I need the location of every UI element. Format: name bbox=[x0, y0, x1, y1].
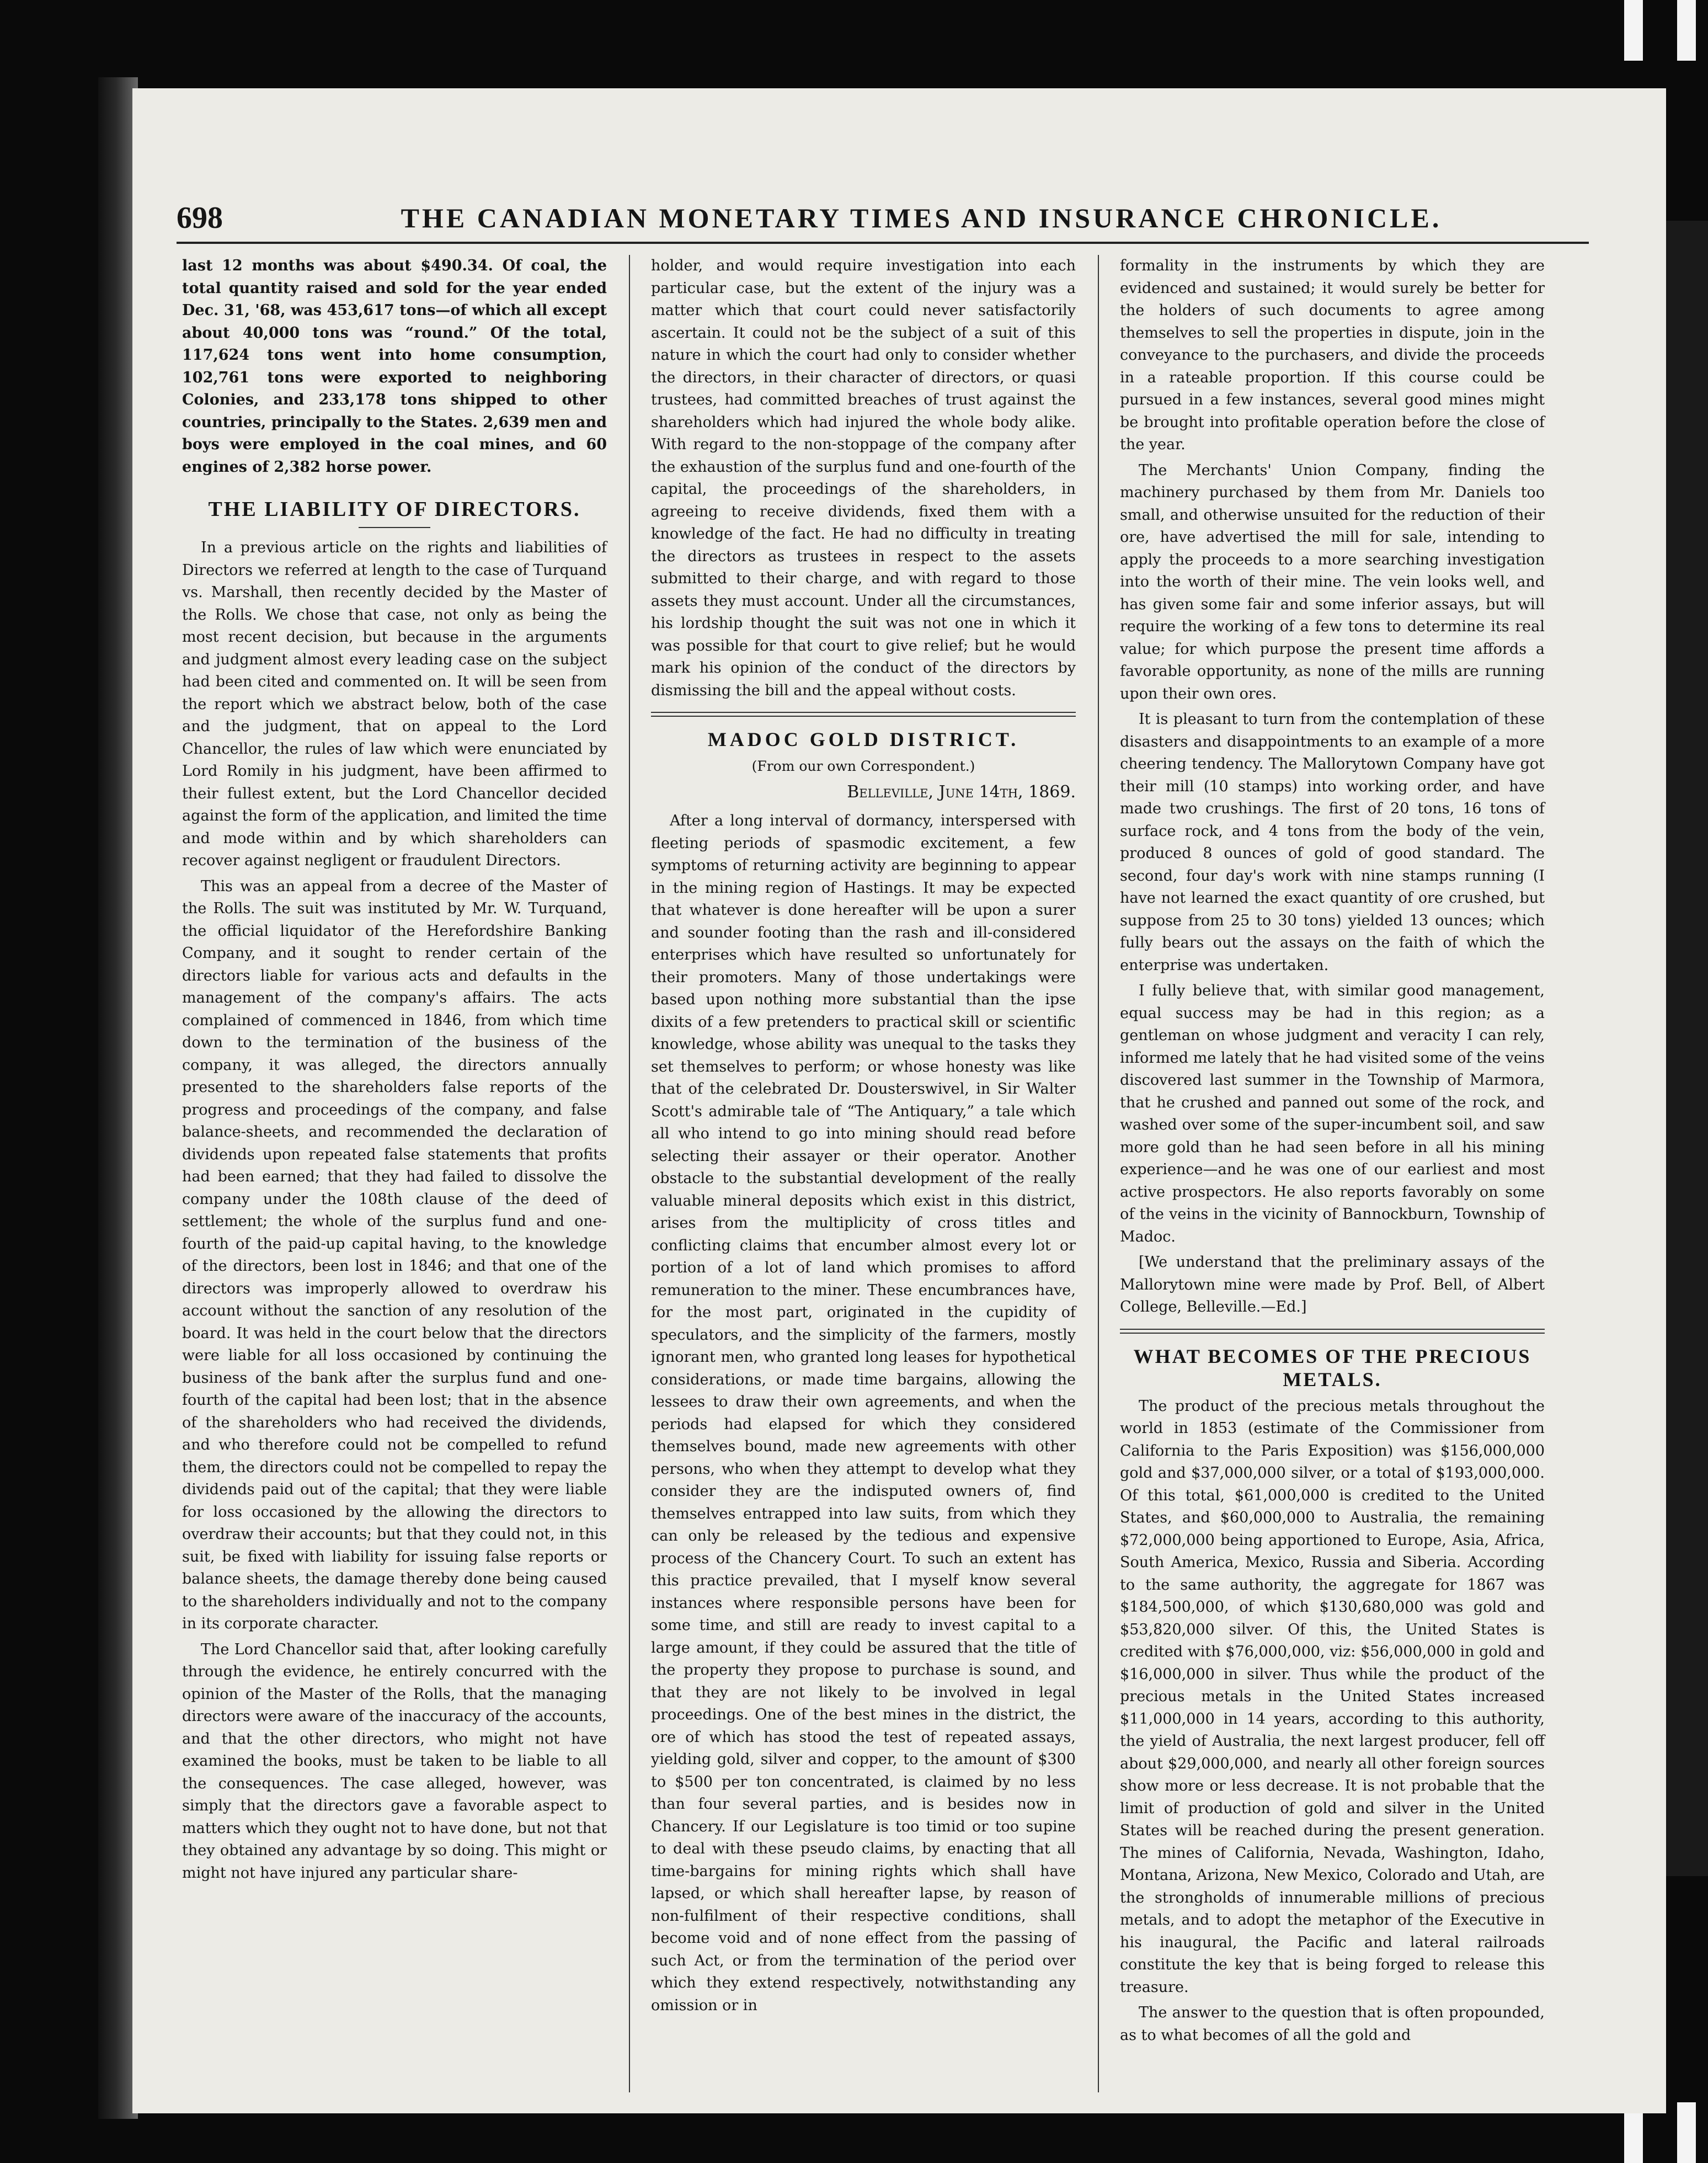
publication-title: THE CANADIAN MONETARY TIMES AND INSURANCE CHRONICLE. bbox=[401, 203, 1442, 233]
dateline: Belleville, June 14th, 1869. bbox=[847, 782, 1076, 802]
article-paragraph: formality in the instruments by which they are evidenced and sustained; it would surely be better for the holders of such documents to agree among themselves to sell the properties in dispute, join in the conveyance to the purchasers, and divide the proceeds in a rateable proportion. If this course could be pursued in a few instances, several good mines might be brought into profitable operation before the close of the year. bbox=[1120, 257, 1545, 453]
scan-marker-bottom-right bbox=[1677, 2102, 1696, 2163]
article-paragraph: In a previous article on the rights and liabilities of Directors we referred at length to the case of Turquand vs. Marshall, then recently decided by the Master of the Rolls. We chose that case, not only as being the most recent decision, but because in the arguments and judgment almost every leading case on the subject had been cited and commented on. It will be seen from the report which we abstract below, both of the case and the judgment, that on appeal to the Lord Chancellor, the rules of law which were enunciated by Lord Romily in his judgment, have been affirmed to their fullest extent, but the Lord Chancellor decided against the form of the application, and limited the time and mode within and by which shareholders can recover against negligent or fraudulent Directors. bbox=[182, 539, 607, 869]
column-2 bbox=[651, 255, 1076, 2020]
article-heading-precious-metals: WHAT BECOMES OF THE PRECIOUS METALS. bbox=[1133, 1345, 1531, 1390]
article-paragraph: The Merchants' Union Company, finding the machinery purchased by them from Mr. Daniels too small, and otherwise unsuited for the reduction of their ore, have advertised the mill for sale, intending to apply the proceeds to a more searching investigation into the worth of their mine. The vein looks well, and has given some fair and some inferior assays, but will require the working of a few tons to determine its real value; for which purpose the present time affords a favorable opportunity, as none of the mills are running upon their own ores. bbox=[1120, 461, 1545, 702]
article-paragraph: holder, and would require investigation into each particular case, but the extent of the injury was a matter which that court could never satisfactorily ascertain. It could not be the subject of a suit of this nature in which the court had only to consider whether the directors, in their character of directors, or quasi trustees, had committed breaches of trust against the shareholders which had injured the whole body alike. With regard to the non-stoppage of the company after the exhaustion of the surplus fund and one-fourth of the capital, the proceedings of the shareholders, in agreeing to receive dividends, fixed them with a knowledge of the fact. He had no difficulty in treating the directors as trustees in respect to the assets submitted to their charge, and with regard to those assets they must account. Under all the circumstances, his lordship thought the suit was not one in which it was possible for that court to give relief; but he would mark his opinion of the conduct of the directors by dismissing the bill and the appeal without costs. bbox=[651, 257, 1076, 699]
article-paragraph: The product of the precious metals throughout the world in 1853 (estimate of the Commissioner from California to the Paris Exposition) was $156,000,000 gold and $37,000,000 silver, or a total of $193,000,000. Of this total, $61,000,000 is credited to the United States, and $60,000,000 to Australia, the remaining $72,000,000 being apportioned to Europe, Asia, Africa, South America, Mexico, Russia and Siberia. According to the same authority, the aggregate for 1867 was $184,500,000, of which $130,680,000 was gold and $53,820,000 silver. Of this, the United States is credited with $76,000,000, viz: $56,000,000 in gold and $16,000,000 in silver. Thus while the product of the precious metals in the United States increased $11,000,000 in 14 years, according to this authority, the yield of Australia, the next largest producer, fell off about $29,000,000, and nearly all other foreign sources show more or less decrease. It is not probable that the limit of production of gold and silver in the United States will be reached during the present generation. The mines of California, Nevada, Washington, Idaho, Montana, Arizona, New Mexico, Colorado and Utah, are the strongholds of innumerable millions of precious metals, and to adopt the metaphor of the Executive in his inaugural, the Pacific and lateral railroads constitute the key that is being forged to release this treasure. bbox=[1120, 1397, 1545, 1996]
scan-marker-top-left bbox=[1624, 0, 1643, 61]
article-paragraph: This was an appeal from a decree of the Master of the Rolls. The suit was instituted by Mr. W. Turquand, the official liquidator of the Herefordshire Banking Company, and it sought to render certain of the directors liable for various acts and defaults in the management of the company's affairs. The acts complained of commenced in 1846, from which time down to the termination of the business of the company, it was alleged, the directors annually presented to the shareholders false reports of the progress and proceedings of the company, and false balance-sheets, and recommended the declaration of dividends upon repeated false statements that profits had been earned; that they had failed to dissolve the company under the 108th clause of the deed of settlement; the whole of the surplus fund and one-fourth of the paid-up capital having, to the knowledge of the directors, been lost in 1846; and that one of the directors was improperly allowed to overdraw his account without the sanction of any resolution of the board. It was held in the court below that the directors were liable for all loss occasioned by continuing the business of the bank after the surplus fund and one-fourth of the capital had been lost; that in the absence of the shareholders who had received the dividends, and who therefore could not be compelled to refund them, the directors could not be compelled to repay the dividends paid out of the capital; that they were liable for loss occasioned by the allowing the directors to overdraw their accounts; but that they could not, in this suit, be fixed with liability for issuing false reports or balance sheets, the damage thereby done being caused to the shareholders individually and not to the company in its corporate character. bbox=[182, 877, 607, 1632]
article-paragraph: After a long interval of dormancy, interspersed with fleeting periods of spasmodic excitement, a few symptoms of returning activity are beginning to appear in the mining region of Hastings. It may be expected that whatever is done hereafter will be upon a surer and sounder footing than the rash and ill-considered enterprises which have resulted so unfortunately for their promoters. Many of those undertakings were based upon nothing more substantial than the ipse dixits of a few pretenders to practical skill or scientific knowledge, whose ability was unequal to the tasks they set themselves to perform; or whose honesty was like that of the celebrated Dr. Dousterswivel, in Sir Walter Scott's admirable tale of “The Antiquary,” a tale which all who intend to go into mining should read before selecting their assayer or their operator. Another obstacle to the substantial development of the really valuable mineral deposits which exist in this district, arises from the multiplicity of cross titles and conflicting claims that encumber almost every lot or portion of a lot of land which promises to afford remuneration to the miner. These encumbrances have, for the most part, originated in the cupidity of speculators, and the simplicity of the farmers, mostly ignorant men, who granted long leases for hypothetical considerations, or made time bargains, allowing the lessees to draw their own agreements, and when the periods had elapsed for which they considered themselves bound, made new agreements with other persons, who when they attempt to develop what they consider they are the indisputed owners of, find themselves entrapped into law suits, from which they can only be released by the tedious and expensive process of the Chancery Court. To such an extent has this practice prevailed, that I myself know several instances where responsible persons have been for some time, and still are ready to invest capital to a large amount, if they could be assured that the title of the property they propose to purchase is sound, and that they are not likely to be involved in legal proceedings. One of the best mines in the district, the ore of which has stood the test of repeated assays, yielding gold, silver and copper, to the amount of $300 to $500 per ton concentrated, is claimed by no less than four several parties, and is besides now in Chancery. If our Legislature is too timid or too supine to deal with these pseudo claims, by enacting that all time-bargains for mining rights which shall have lapsed, or which shall hereafter lapse, by reason of non-fulfilment of their respective conditions, shall become void and of none effect from the passing of such Act, or from the termination of the period over which they extend respectively, notwithstanding any omission or in bbox=[651, 812, 1076, 2014]
article-paragraph: The Lord Chancellor said that, after looking carefully through the evidence, he entirely concurred with the opinion of the Master of the Rolls, that the managing directors were aware of the inaccuracy of the accounts, and that the other directors, who might not have examined the books, must be taken to be liable to all the consequences. The case alleged, however, was simply that the directors gave a favorable aspect to matters which they ought not to have done, but not that they obtained any advantage by so doing. This might or might not have injured any particular share- bbox=[182, 1640, 607, 1882]
scan-marker-top-right bbox=[1677, 0, 1696, 61]
column-3 bbox=[1120, 255, 1545, 2050]
header-rule bbox=[177, 242, 1589, 244]
article-heading-madoc-gold-district: MADOC GOLD DISTRICT. bbox=[707, 728, 1020, 750]
section-double-rule bbox=[1120, 1329, 1545, 1334]
article-paragraph: I fully believe that, with similar good management, equal success may be had in this region; as a gentleman on whose judgment and veracity I can rely, informed me lately that he had visited some of the veins discovered last summer in the Township of Marmora, that he crushed and panned out some of the rock, and washed over some of the super-incumbent soil, and saw more gold than he had seen before in all his mining experience—and he was one of our earliest and most active prospectors. He also reports favorably on some of the veins in the vicinity of Bannockburn, Township of Madoc. bbox=[1120, 982, 1545, 1245]
heading-rule bbox=[359, 527, 430, 528]
column-divider bbox=[1098, 255, 1099, 2092]
page-number: 698 bbox=[177, 201, 223, 235]
correspondent-line: (From our own Correspondent.) bbox=[751, 758, 975, 774]
article-paragraph: It is pleasant to turn from the contemplation of these disasters and disappointments to an example of a more cheering tendency. The Mallorytown Company have got their mill (10 stamps) into working order, and have made two crushings. The first of 20 tons, 16 tons of surface rock, and 4 tons from the body of the vein, produced 8 ounces of gold of good standard. The second, four day's work with nine stamps running (I have not learned the exact quantity of ore crushed, but suppose from 25 to 30 tons) yielded 13 ounces; which fully bears out the assays on the faith of which the enterprise was undertaken. bbox=[1120, 711, 1545, 974]
article-heading-liability-of-directors: THE LIABILITY OF DIRECTORS. bbox=[208, 498, 581, 521]
page-header bbox=[177, 196, 1589, 240]
coal-statistics-paragraph: last 12 months was about $490.34. Of coal, the total quantity raised and sold for the year ended Dec. 31, '68, was 453,617 tons—of which all except about 40,000 tons was “round.” Of the total, 117,624 tons went into home consumption, 102,761 tons were exported to neighboring Colonies, and 233,178 tons shipped to other countries, principally to the States. 2,639 men and boys were employed in the coal mines, and 60 engines of 2,382 horse power. bbox=[182, 257, 607, 476]
column-1 bbox=[182, 255, 607, 1888]
editor-note: [We understand that the preliminary assays of the Mallorytown mine were made by Prof. Bell, of Albert College, Belleville.—Ed.] bbox=[1120, 1254, 1545, 1315]
column-divider bbox=[629, 255, 630, 2092]
section-double-rule bbox=[651, 712, 1076, 717]
article-paragraph: The answer to the question that is often propounded, as to what becomes of all the gold and bbox=[1120, 2004, 1545, 2044]
